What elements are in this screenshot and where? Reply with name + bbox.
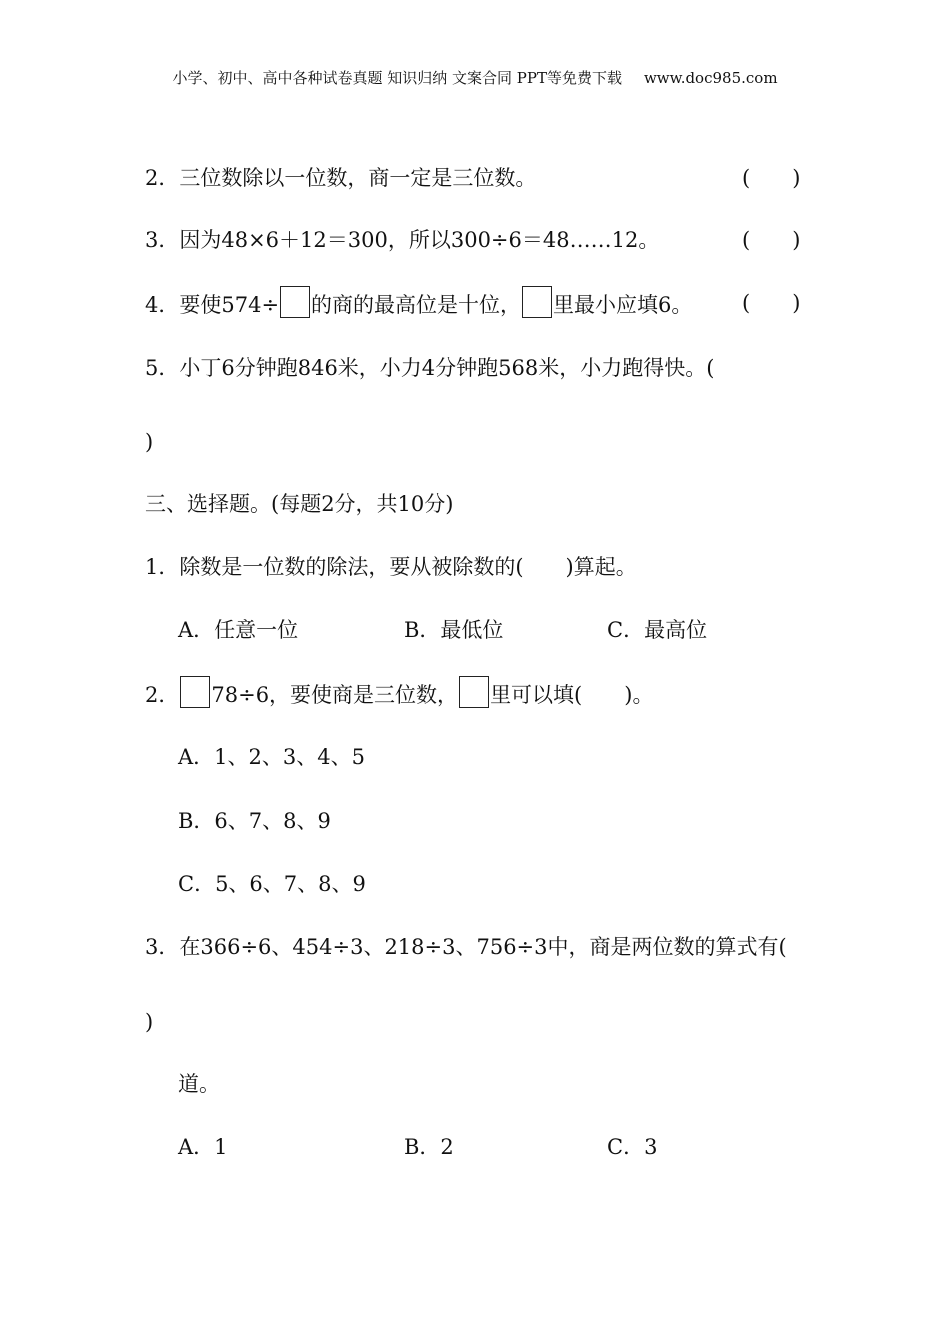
- choice-question-3: 3．在366÷6、454÷3、218÷3、756÷3中，商是两位数的算式有(: [145, 935, 787, 959]
- choice-1-option-c[interactable]: C．最高位: [607, 618, 708, 642]
- page-header: [0, 66, 950, 90]
- choice-3-option-b[interactable]: B．2: [404, 1135, 454, 1159]
- choice-2-option-a[interactable]: A．1、2、3、4、5: [178, 745, 365, 769]
- blank-box[interactable]: [459, 676, 489, 708]
- judge-question-5-close: ): [145, 430, 154, 454]
- judge-question-3: 3．因为48×6＋12＝300，所以300÷6＝48……12。: [145, 228, 660, 252]
- choice-question-3-cont: 道。: [178, 1072, 220, 1096]
- judge-answer-blank-2[interactable]: ( ): [742, 166, 801, 190]
- judge-q4-part2: 的商的最高位是十位，: [311, 293, 522, 317]
- choice-q2-part3: 里可以填( )。: [490, 683, 654, 707]
- choice-question-1: 1．除数是一位数的除法，要从被除数的( )算起。: [145, 555, 637, 579]
- choice-q2-part2: 78÷6，要使商是三位数，: [211, 683, 459, 707]
- judge-question-5: 5．小丁6分钟跑846米，小力4分钟跑568米，小力跑得快。(: [145, 356, 715, 380]
- choice-question-2: [145, 676, 653, 710]
- choice-2-option-b[interactable]: B．6、7、8、9: [178, 809, 331, 833]
- header-url[interactable]: www.doc985.com: [643, 69, 778, 87]
- header-text: 小学、初中、高中各种试卷真题 知识归纳 文案合同 PPT等免费下载: [172, 69, 622, 87]
- judge-q4-part1: 4．要使574÷: [145, 293, 280, 317]
- blank-box[interactable]: [522, 286, 552, 318]
- judge-q4-part3: 里最小应填6。: [553, 293, 693, 317]
- judge-question-4: [145, 286, 692, 320]
- blank-box[interactable]: [280, 286, 310, 318]
- choice-3-option-c[interactable]: C．3: [607, 1135, 658, 1159]
- judge-answer-blank-3[interactable]: ( ): [742, 228, 801, 252]
- choice-question-3-close: ): [145, 1010, 154, 1034]
- choice-1-option-a[interactable]: A．任意一位: [178, 618, 299, 642]
- choice-q2-part1: 2．: [145, 683, 180, 707]
- choice-2-option-c[interactable]: C．5、6、7、8、9: [178, 872, 366, 896]
- judge-question-2: 2．三位数除以一位数，商一定是三位数。: [145, 166, 537, 190]
- section-title: 三、选择题。(每题2分，共10分): [145, 492, 454, 516]
- choice-1-option-b[interactable]: B．最低位: [404, 618, 504, 642]
- choice-3-option-a[interactable]: A．1: [178, 1135, 228, 1159]
- blank-box[interactable]: [180, 676, 210, 708]
- judge-answer-blank-4[interactable]: ( ): [742, 291, 801, 315]
